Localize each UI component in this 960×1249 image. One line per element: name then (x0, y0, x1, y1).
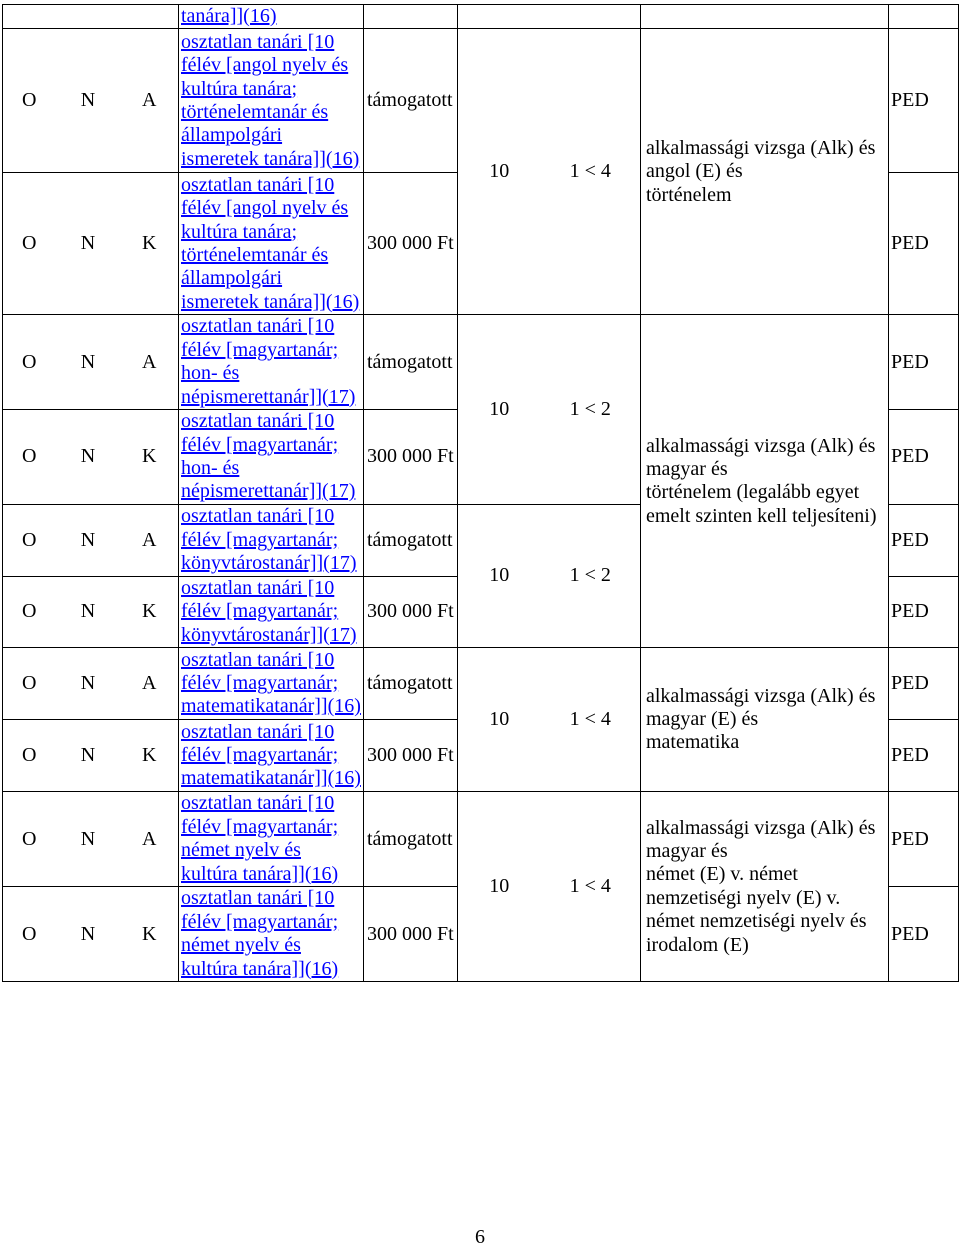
program-link[interactable]: félév [magyartanár; (181, 744, 339, 767)
ped-cell: PED (889, 410, 959, 505)
requirement-line: irodalom (E) (646, 933, 749, 956)
requirement-line: történelem (646, 183, 732, 206)
program-link[interactable]: osztatlan tanári [10 (181, 173, 335, 196)
ratio-cell: 1 < 2 (541, 505, 641, 648)
ped-cell: PED (889, 648, 959, 720)
requirements-cell (641, 648, 889, 792)
program-link[interactable]: népismerettanár]](17) (181, 385, 356, 408)
funding-cell: K (121, 410, 179, 505)
level-cell: O (3, 648, 56, 720)
table-row-continuation (3, 5, 959, 29)
ped-cell: PED (889, 577, 959, 648)
funding-cell: A (121, 29, 179, 173)
level-cell: O (3, 577, 56, 648)
funding-cell (121, 5, 179, 29)
requirement-line: alkalmassági vizsga (Alk) és (646, 434, 876, 457)
program-link[interactable]: népismerettanár]](17) (181, 480, 356, 503)
requirements-cell (641, 29, 889, 315)
schedule-cell: N (56, 792, 121, 887)
schedule-cell: N (56, 577, 121, 648)
cost-cell: támogatott (364, 792, 458, 887)
program-link[interactable]: német nyelv és (181, 934, 301, 957)
program-table (2, 4, 959, 982)
level-cell: O (3, 315, 56, 410)
funding-cell: A (121, 315, 179, 410)
program-link[interactable]: félév [magyartanár; (181, 433, 339, 456)
program-link[interactable]: félév [magyartanár; (181, 600, 339, 623)
schedule-cell: N (56, 648, 121, 720)
program-cell (179, 29, 364, 173)
requirement-line: alkalmassági vizsga (Alk) és (646, 684, 876, 707)
program-cell (179, 315, 364, 410)
cost-cell: támogatott (364, 505, 458, 577)
requirements-cell (641, 792, 889, 982)
points-cell: 10 (458, 648, 541, 792)
funding-cell: K (121, 173, 179, 315)
requirement-line: emelt szinten kell teljesíteni) (646, 504, 877, 527)
ped-cell: PED (889, 29, 959, 173)
program-link[interactable]: könyvtárostanár]](17) (181, 623, 357, 646)
ped-cell: PED (889, 315, 959, 410)
schedule-cell: N (56, 29, 121, 173)
program-link[interactable]: történelemtanár és (181, 100, 329, 123)
program-link[interactable]: kultúra tanára; (181, 77, 298, 100)
cost-cell: támogatott (364, 648, 458, 720)
cost-cell: támogatott (364, 29, 458, 173)
requirement-line: alkalmassági vizsga (Alk) és (646, 136, 876, 159)
program-link[interactable]: matematikatanár]](16) (181, 695, 361, 718)
funding-cell: K (121, 577, 179, 648)
requirement-line: alkalmassági vizsga (Alk) és (646, 816, 876, 839)
level-cell: O (3, 792, 56, 887)
ratio-cell (541, 5, 641, 29)
program-link[interactable]: félév [magyartanár; (181, 910, 339, 933)
schedule-cell: N (56, 720, 121, 792)
program-link[interactable]: állampolgári (181, 124, 283, 147)
program-cell (179, 505, 364, 577)
program-link[interactable]: ismeretek tanára]](16) (181, 147, 360, 170)
program-link[interactable]: osztatlan tanári [10 (181, 792, 335, 815)
cost-cell: 300 000 Ft (364, 720, 458, 792)
ratio-cell: 1 < 4 (541, 29, 641, 315)
table-row (3, 315, 959, 410)
funding-cell: A (121, 792, 179, 887)
program-link[interactable]: német nyelv és (181, 839, 301, 862)
funding-cell: A (121, 648, 179, 720)
ped-cell (889, 5, 959, 29)
schedule-cell: N (56, 173, 121, 315)
program-link[interactable]: osztatlan tanári [10 (181, 505, 335, 528)
level-cell: O (3, 505, 56, 577)
program-cell (179, 5, 364, 29)
program-cell (179, 648, 364, 720)
points-cell: 10 (458, 315, 541, 505)
program-link[interactable]: ismeretek tanára]](16) (181, 290, 360, 313)
points-cell (458, 5, 541, 29)
program-link[interactable]: félév [magyartanár; (181, 338, 339, 361)
funding-cell: K (121, 720, 179, 792)
requirement-line: magyar (E) és (646, 708, 759, 731)
program-link[interactable]: állampolgári (181, 267, 283, 290)
program-link[interactable]: kultúra tanára]](16) (181, 957, 339, 980)
cost-cell: támogatott (364, 315, 458, 410)
schedule-cell: N (56, 410, 121, 505)
level-cell: O (3, 410, 56, 505)
requirements-cell (641, 315, 889, 648)
funding-cell: K (121, 887, 179, 982)
requirement-line: angol (E) és (646, 160, 743, 183)
program-link[interactable]: tanára]](16) (181, 5, 277, 27)
table-row (3, 648, 959, 720)
level-cell (3, 5, 56, 29)
schedule-cell: N (56, 505, 121, 577)
program-link[interactable]: félév [magyartanár; (181, 528, 339, 551)
level-cell: O (3, 887, 56, 982)
requirement-line: történelem (legalább egyet (646, 481, 860, 504)
requirement-line: magyar és (646, 839, 728, 862)
program-link[interactable]: történelemtanár és (181, 243, 329, 266)
schedule-cell (56, 5, 121, 29)
requirement-line: matematika (646, 731, 740, 754)
requirement-line: magyar és (646, 457, 728, 480)
points-cell: 10 (458, 792, 541, 982)
program-link[interactable]: félév [magyartanár; (181, 672, 339, 695)
page-number: 6 (475, 1226, 485, 1248)
program-link[interactable]: félév [angol nyelv és (181, 197, 349, 220)
program-link[interactable]: osztatlan tanári [10 (181, 887, 335, 910)
program-link[interactable]: hon- és (181, 362, 240, 385)
points-cell: 10 (458, 505, 541, 648)
program-link[interactable]: matematikatanár]](16) (181, 767, 361, 790)
program-link[interactable]: félév [magyartanár; (181, 815, 339, 838)
program-link[interactable]: osztatlan tanári [10 (181, 577, 335, 600)
program-link[interactable]: osztatlan tanári [10 (181, 30, 335, 53)
program-link[interactable]: osztatlan tanári [10 (181, 720, 335, 743)
level-cell: O (3, 29, 56, 173)
points-cell: 10 (458, 29, 541, 315)
program-cell (179, 887, 364, 982)
cost-cell: 300 000 Ft (364, 173, 458, 315)
program-cell (179, 792, 364, 887)
program-link[interactable]: osztatlan tanári [10 (181, 315, 335, 338)
program-link[interactable]: hon- és (181, 457, 240, 480)
schedule-cell: N (56, 315, 121, 410)
funding-cell: A (121, 505, 179, 577)
ped-cell: PED (889, 792, 959, 887)
program-cell (179, 577, 364, 648)
program-link[interactable]: kultúra tanára; (181, 220, 298, 243)
cost-cell (364, 5, 458, 29)
program-link[interactable]: osztatlan tanári [10 (181, 410, 335, 433)
table-row (3, 792, 959, 887)
level-cell: O (3, 720, 56, 792)
table-row (3, 29, 959, 173)
requirements-cell (641, 5, 889, 29)
level-cell: O (3, 173, 56, 315)
requirement-line: német (E) v. német (646, 863, 798, 886)
ratio-cell: 1 < 4 (541, 648, 641, 792)
ped-cell: PED (889, 720, 959, 792)
program-link[interactable]: kultúra tanára]](16) (181, 862, 339, 885)
ped-cell: PED (889, 173, 959, 315)
requirement-line: nemzetiségi nyelv (E) v. (646, 886, 841, 909)
program-link[interactable]: osztatlan tanári [10 (181, 648, 335, 671)
cost-cell: 300 000 Ft (364, 577, 458, 648)
requirement-line: német nemzetiségi nyelv és (646, 910, 867, 933)
ratio-cell: 1 < 4 (541, 792, 641, 982)
cost-cell: 300 000 Ft (364, 887, 458, 982)
ped-cell: PED (889, 887, 959, 982)
program-link[interactable]: félév [angol nyelv és (181, 54, 349, 77)
cost-cell: 300 000 Ft (364, 410, 458, 505)
ped-cell: PED (889, 505, 959, 577)
program-cell (179, 410, 364, 505)
schedule-cell: N (56, 887, 121, 982)
program-link[interactable]: könyvtárostanár]](17) (181, 552, 357, 575)
ratio-cell: 1 < 2 (541, 315, 641, 505)
program-cell (179, 720, 364, 792)
program-cell (179, 173, 364, 315)
